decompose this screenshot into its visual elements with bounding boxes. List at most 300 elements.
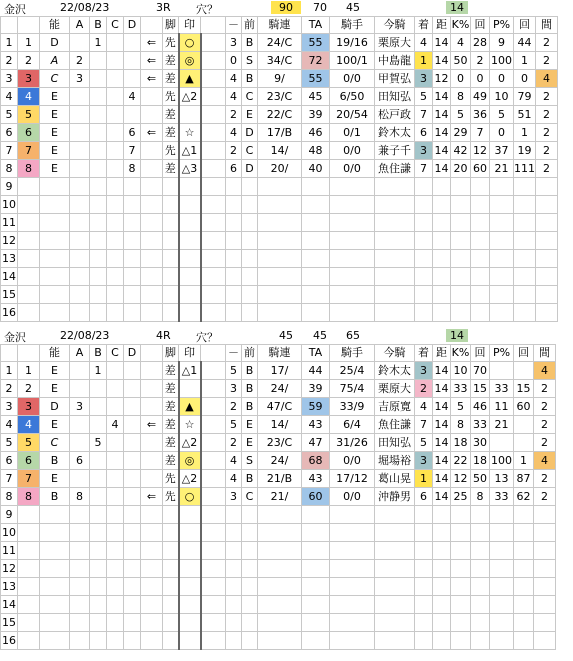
column-header: 今騎 [375,17,415,34]
race-date: 22/08/23 [60,1,110,14]
table-row[interactable] [1,142,558,160]
table-row[interactable] [1,470,556,488]
table-row[interactable] [1,88,558,106]
mae: C [242,142,258,160]
arrow-icon [141,88,163,106]
kyori: 14 [433,34,451,52]
mae: S [242,52,258,70]
ma: 2 [536,124,558,142]
kiren: 17/ [258,362,302,380]
table-row[interactable] [1,160,558,178]
col-b [90,88,107,106]
arrow-icon: ⇐ [141,52,163,70]
table-row[interactable] [1,286,558,304]
waku: 7 [18,142,40,160]
chaku: 2 [415,380,433,398]
gap [201,88,226,106]
col-d [124,34,141,52]
row-number: 7 [1,470,18,488]
column-header: 回 [471,345,490,362]
kyaku: 先 [163,470,179,488]
mae: B [242,380,258,398]
col-a: 3 [70,70,90,88]
col-d [124,52,141,70]
kishu: 6/4 [330,416,375,434]
kiren: 34/C [258,52,302,70]
table-row[interactable] [1,268,558,286]
p-percent: 33 [490,488,514,506]
col-a: 3 [70,398,90,416]
col-d [124,416,141,434]
table-row[interactable] [1,362,556,380]
table-row[interactable] [1,452,556,470]
table-row[interactable] [1,250,558,268]
ta: 55 [302,70,330,88]
col-d [124,488,141,506]
table-row[interactable] [1,632,556,650]
top-score-1: 90 [271,1,301,14]
table-row[interactable] [1,34,558,52]
ability-rank: E [40,362,70,380]
column-header: P% [490,17,514,34]
col-d: 6 [124,124,141,142]
col-b [90,70,107,88]
col-b [90,416,107,434]
p-percent: 5 [490,106,514,124]
kai: 28 [471,34,490,52]
row-number: 10 [1,524,18,542]
col-a: 6 [70,452,90,470]
mae: C [242,88,258,106]
row-number: 4 [1,416,18,434]
imaki: 田知弘 [375,88,415,106]
col-c [107,488,124,506]
kai2: 44 [514,34,536,52]
col-b [90,398,107,416]
p-percent: 21 [490,416,514,434]
column-header: 騎手 [330,17,375,34]
shirushi: ◎ [179,452,201,470]
gap [201,398,226,416]
waku: 7 [18,470,40,488]
ability-rank: A [40,52,70,70]
column-header: 騎連 [258,17,302,34]
row-number: 14 [1,268,18,286]
kai2: 60 [514,398,534,416]
imaki: 鈴木太 [375,124,415,142]
table-row[interactable] [1,304,558,322]
col-c [107,70,124,88]
p-percent: 0 [490,124,514,142]
imaki: 沖静男 [375,488,415,506]
gap [201,452,226,470]
chaku: 7 [415,106,433,124]
col-c [107,398,124,416]
col-d: 8 [124,160,141,178]
col-a [70,362,90,380]
k-percent: 5 [451,398,471,416]
kai: 18 [471,452,490,470]
chaku: 5 [415,434,433,452]
k-percent: 50 [451,52,471,70]
column-header: 距 [433,345,451,362]
bar-number: 0 [226,52,242,70]
kyori: 14 [433,124,451,142]
shirushi: △2 [179,88,201,106]
shirushi: ○ [179,34,201,52]
arrow-icon [141,362,163,380]
p-percent [490,434,514,452]
col-d [124,380,141,398]
bar-number: 2 [226,398,242,416]
kyori: 14 [433,52,451,70]
k-percent: 18 [451,434,471,452]
waku: 1 [18,362,40,380]
row-number: 10 [1,196,18,214]
bar-number: 2 [226,142,242,160]
gap [201,160,226,178]
imaki: 栗原大 [375,380,415,398]
row-number: 3 [1,398,18,416]
ma: 2 [534,470,556,488]
kiren: 20/ [258,160,302,178]
p-percent [490,362,514,380]
ability-rank: E [40,106,70,124]
ma: 2 [534,434,556,452]
waku: 5 [18,106,40,124]
column-header: 間 [536,17,558,34]
kyaku: 差 [163,380,179,398]
ta: 39 [302,380,330,398]
race-header [0,0,573,16]
table-row[interactable] [1,214,558,232]
bar-number: 4 [226,88,242,106]
table-row[interactable] [1,232,558,250]
chaku: 7 [415,416,433,434]
k-percent: 4 [451,34,471,52]
gap [201,380,226,398]
column-header: P% [490,345,514,362]
ta: 40 [302,160,330,178]
table-row[interactable] [1,506,556,524]
top-score-1: 45 [279,329,293,342]
kishu: 19/16 [330,34,375,52]
col-d [124,70,141,88]
ability-rank: D [40,398,70,416]
mae: B [242,34,258,52]
kishu: 33/9 [330,398,375,416]
row-number: 3 [1,70,18,88]
kiren: 24/C [258,34,302,52]
col-a [70,124,90,142]
kai: 36 [471,106,490,124]
column-header: 騎連 [258,345,302,362]
table-row[interactable] [1,524,556,542]
row-number: 2 [1,52,18,70]
ability-rank: E [40,380,70,398]
bar-number: 4 [226,452,242,470]
table-row[interactable] [1,196,558,214]
p-percent: 21 [490,160,514,178]
row-number: 6 [1,124,18,142]
col-b [90,488,107,506]
kiren: 24/ [258,452,302,470]
chaku: 3 [415,452,433,470]
table-row[interactable] [1,488,556,506]
k-percent: 8 [451,88,471,106]
column-header: 脚 [163,17,179,34]
top-score-2: 70 [313,1,327,14]
shirushi: ☆ [179,416,201,434]
imaki: 魚住謙 [375,416,415,434]
kai2: 15 [514,380,534,398]
shirushi: △3 [179,160,201,178]
p-percent: 10 [490,88,514,106]
column-header: 能 [40,345,70,362]
col-b: 5 [90,434,107,452]
row-number: 13 [1,250,18,268]
row-number: 9 [1,506,18,524]
table-row[interactable] [1,178,558,196]
table-row[interactable] [1,398,556,416]
kyori: 14 [433,452,451,470]
ability-rank: E [40,160,70,178]
waku: 6 [18,452,40,470]
kai: 70 [471,362,490,380]
p-percent: 100 [490,52,514,70]
col-b [90,452,107,470]
imaki: 堀場裕 [375,452,415,470]
arrow-icon: ⇐ [141,70,163,88]
ability-rank: E [40,142,70,160]
ma: 2 [536,160,558,178]
table-row[interactable] [1,52,558,70]
col-c [107,452,124,470]
kiren: 23/C [258,88,302,106]
imaki: 田知弘 [375,434,415,452]
ta: 59 [302,398,330,416]
shirushi: ▲ [179,398,201,416]
col-b [90,124,107,142]
chaku: 3 [415,142,433,160]
col-a: 8 [70,488,90,506]
kyaku: 差 [163,398,179,416]
table-row[interactable] [1,434,556,452]
venue-label: 金沢 [4,331,26,344]
ta: 68 [302,452,330,470]
k-percent: 20 [451,160,471,178]
kyaku: 差 [163,452,179,470]
kyori: 14 [433,434,451,452]
ability-rank: E [40,470,70,488]
col-d: 4 [124,88,141,106]
kyori: 14 [433,488,451,506]
table-row[interactable] [1,578,556,596]
ability-rank: C [40,70,70,88]
column-header: 脚 [163,345,179,362]
bar-number: 6 [226,160,242,178]
shirushi: ○ [179,488,201,506]
kyori: 14 [433,142,451,160]
col-d [124,362,141,380]
imaki: 鈴木太 [375,362,415,380]
column-header: TA [302,345,330,362]
table-row[interactable] [1,542,556,560]
row-number: 16 [1,304,18,322]
table-row[interactable] [1,106,558,124]
mae: B [242,362,258,380]
gap [201,70,226,88]
arrow-icon [141,398,163,416]
gap [201,416,226,434]
k-percent: 33 [451,380,471,398]
col-c [107,124,124,142]
ta: 72 [302,52,330,70]
imaki: 吉原寛 [375,398,415,416]
ability-rank: E [40,88,70,106]
row-number: 15 [1,614,18,632]
kai: 2 [471,52,490,70]
kai: 60 [471,160,490,178]
col-c [107,160,124,178]
table-row[interactable] [1,70,558,88]
kiren: 14/ [258,142,302,160]
row-number: 13 [1,578,18,596]
mae: E [242,106,258,124]
col-c: 4 [107,416,124,434]
chaku: 6 [415,488,433,506]
column-header: － [226,345,242,362]
kyaku: 先 [163,488,179,506]
race-table [0,344,556,650]
kiren: 9/ [258,70,302,88]
top-score-2: 45 [313,329,327,342]
ma: 2 [536,34,558,52]
col-c [107,142,124,160]
table-row[interactable] [1,596,556,614]
table-row[interactable] [1,380,556,398]
gap [201,52,226,70]
row-number: 12 [1,232,18,250]
mae: E [242,416,258,434]
kai: 0 [471,70,490,88]
chaku: 1 [415,470,433,488]
imaki: 甲賀弘 [375,70,415,88]
p-percent: 13 [490,470,514,488]
bar-number: 3 [226,488,242,506]
row-number: 12 [1,560,18,578]
p-percent: 9 [490,34,514,52]
kyori: 14 [433,160,451,178]
arrow-icon: ⇐ [141,124,163,142]
kishu: 0/0 [330,70,375,88]
bar-number: 4 [226,70,242,88]
ta: 60 [302,488,330,506]
col-a [70,142,90,160]
k-percent: 5 [451,106,471,124]
k-percent: 10 [451,362,471,380]
mae: B [242,398,258,416]
column-header: － [226,17,242,34]
kishu: 25/4 [330,362,375,380]
col-b [90,380,107,398]
kishu: 0/0 [330,160,375,178]
shirushi [179,380,201,398]
kyaku: 先 [163,88,179,106]
kyori: 14 [433,106,451,124]
bar-number: 5 [226,416,242,434]
race-header [0,328,573,344]
ta: 43 [302,416,330,434]
kyaku: 差 [163,362,179,380]
ability-rank: E [40,416,70,434]
arrow-icon [141,142,163,160]
column-header: 回 [471,17,490,34]
kyori: 14 [433,380,451,398]
col-b [90,470,107,488]
table-row[interactable] [1,614,556,632]
kai: 7 [471,124,490,142]
shirushi: ◎ [179,52,201,70]
kishu: 6/50 [330,88,375,106]
kyaku: 先 [163,142,179,160]
ta: 55 [302,34,330,52]
kai: 49 [471,88,490,106]
col-b [90,160,107,178]
table-row[interactable] [1,560,556,578]
bar-number: 4 [226,470,242,488]
kiren: 22/C [258,106,302,124]
kishu: 17/12 [330,470,375,488]
col-c [107,34,124,52]
kishu: 0/0 [330,488,375,506]
p-percent: 100 [490,452,514,470]
kai2: 19 [514,142,536,160]
column-header: B [90,17,107,34]
col-a [70,434,90,452]
gap [201,470,226,488]
kiren: 21/B [258,470,302,488]
ability-rank: C [40,434,70,452]
bar-number: 5 [226,362,242,380]
venue-label: 金沢 [4,3,26,16]
row-number: 11 [1,542,18,560]
row-number: 8 [1,160,18,178]
kai2: 111 [514,160,536,178]
ana-label: 穴？ [196,3,218,16]
col-a [70,34,90,52]
ability-rank: B [40,488,70,506]
column-header: B [90,345,107,362]
gap [201,124,226,142]
bar-number: 2 [226,434,242,452]
arrow-icon [141,106,163,124]
column-header: 着 [415,345,433,362]
kishu: 20/54 [330,106,375,124]
kyaku: 差 [163,52,179,70]
p-percent: 33 [490,380,514,398]
shirushi [179,106,201,124]
kyaku: 差 [163,70,179,88]
kyaku: 差 [163,106,179,124]
table-row[interactable] [1,124,558,142]
ta: 43 [302,470,330,488]
table-row[interactable] [1,416,556,434]
imaki: 松戸政 [375,106,415,124]
column-header: D [124,17,141,34]
column-header: 着 [415,17,433,34]
column-header: 回 [514,345,534,362]
